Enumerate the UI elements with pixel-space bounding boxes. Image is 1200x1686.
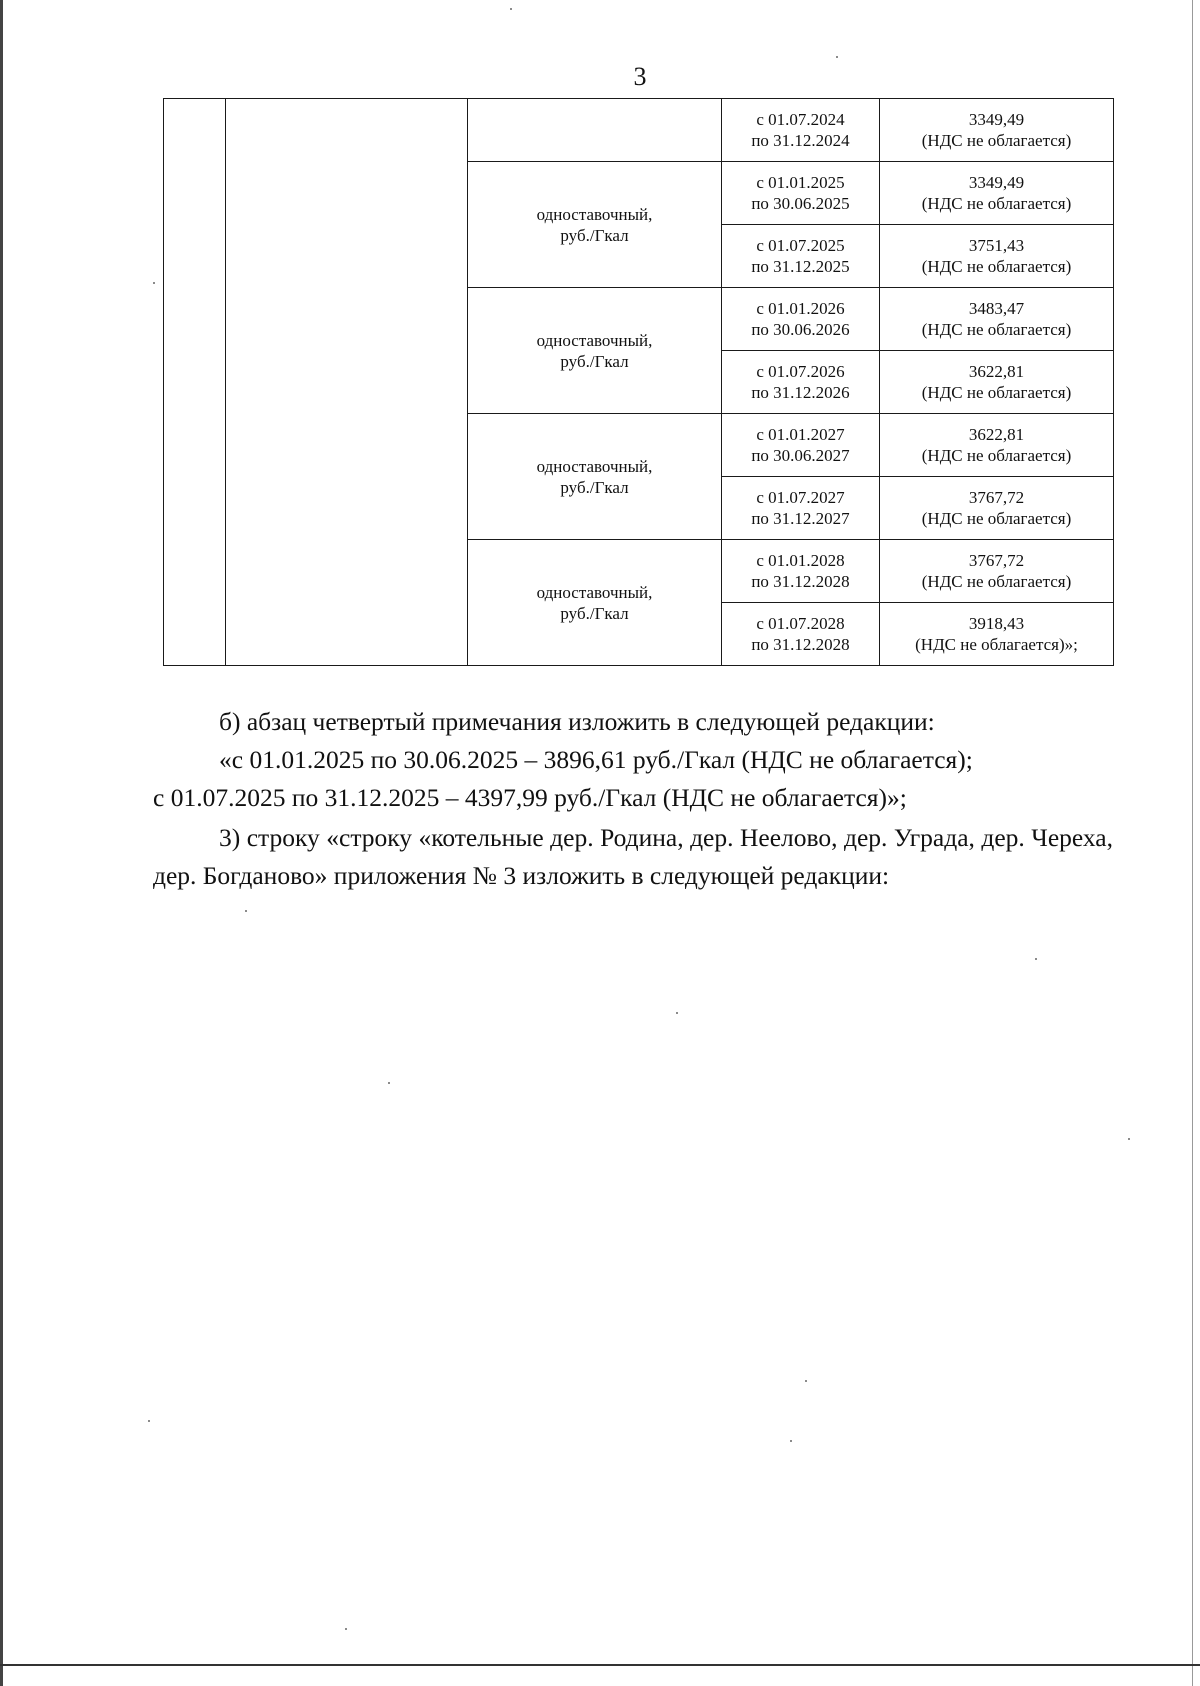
scan-edge-bottom bbox=[0, 1664, 1200, 1666]
scan-speck bbox=[345, 1628, 347, 1630]
period-from: с 01.01.2027 bbox=[756, 425, 845, 444]
tariff-value-cell bbox=[880, 99, 1114, 162]
scan-speck bbox=[805, 1380, 807, 1382]
period-to: по 31.12.2025 bbox=[751, 257, 850, 276]
vat-note: (НДС не облагается) bbox=[921, 131, 1072, 150]
tariff-value-cell bbox=[880, 603, 1114, 666]
table-row bbox=[164, 99, 1114, 162]
vat-note: (НДС не облагается) bbox=[921, 257, 1072, 276]
period-cell bbox=[722, 603, 880, 666]
tariff-type-cell: одноставочный, руб./Гкал bbox=[468, 162, 722, 288]
period-from: с 01.01.2028 bbox=[756, 551, 845, 570]
period-to: по 30.06.2025 bbox=[751, 194, 850, 213]
period-to: по 30.06.2026 bbox=[751, 320, 850, 339]
period-to: по 31.12.2028 bbox=[751, 635, 850, 654]
paragraph-note-amendment: б) абзац четвертый примечания изложить в следующей редакции: bbox=[219, 707, 935, 736]
vat-note: (НДС не облагается) bbox=[921, 509, 1072, 528]
tariff-value-cell bbox=[880, 414, 1114, 477]
period-cell bbox=[722, 288, 880, 351]
page-number: 3 bbox=[633, 62, 647, 91]
tariff-value-cell bbox=[880, 540, 1114, 603]
scan-speck bbox=[148, 1420, 150, 1422]
period-cell bbox=[722, 540, 880, 603]
period-cell bbox=[722, 351, 880, 414]
tariff-value: 3622,81 bbox=[968, 362, 1025, 381]
period-from: с 01.07.2028 bbox=[756, 614, 845, 633]
scan-speck bbox=[1128, 1138, 1130, 1140]
vat-note: (НДС не облагается) bbox=[921, 194, 1072, 213]
new-wording-line-2: с 01.07.2025 по 31.12.2025 – 4397,99 руб./Гкал (НДС не облагается)»; bbox=[153, 783, 907, 812]
scan-speck bbox=[245, 910, 247, 912]
tariff-value: 3767,72 bbox=[968, 488, 1025, 507]
vat-note: (НДС не облагается)»; bbox=[915, 635, 1078, 654]
period-to: по 31.12.2028 bbox=[751, 572, 850, 591]
vat-note: (НДС не облагается) bbox=[921, 446, 1072, 465]
tariff-value-cell bbox=[880, 351, 1114, 414]
period-to: по 31.12.2026 bbox=[751, 383, 850, 402]
period-from: с 01.01.2025 bbox=[756, 173, 845, 192]
period-cell bbox=[722, 99, 880, 162]
period-cell bbox=[722, 162, 880, 225]
period-to: по 31.12.2024 bbox=[751, 131, 850, 150]
tariff-value-cell bbox=[880, 288, 1114, 351]
tariff-value: 3483,47 bbox=[968, 299, 1025, 318]
scan-edge-right bbox=[1192, 0, 1193, 1686]
period-to: по 31.12.2027 bbox=[751, 509, 850, 528]
scan-speck bbox=[388, 1082, 390, 1084]
tariff-type-cell: одноставочный, руб./Гкал bbox=[468, 414, 722, 540]
tariff-type-cell: одноставочный, руб./Гкал bbox=[468, 540, 722, 666]
period-cell bbox=[722, 225, 880, 288]
tariff-value: 3751,43 bbox=[968, 236, 1025, 255]
period-to: по 30.06.2027 bbox=[751, 446, 850, 465]
paragraph-new-wording bbox=[153, 741, 1113, 817]
scan-speck bbox=[153, 282, 155, 284]
scan-speck bbox=[790, 1440, 792, 1442]
index-cell bbox=[164, 99, 226, 666]
period-cell bbox=[722, 477, 880, 540]
tariff-type-cell: одноставочный, руб./Гкал bbox=[468, 288, 722, 414]
scan-speck bbox=[510, 8, 512, 10]
tariff-value: 3622,81 bbox=[968, 425, 1025, 444]
vat-note: (НДС не облагается) bbox=[921, 320, 1072, 339]
vat-note: (НДС не облагается) bbox=[921, 383, 1072, 402]
period-from: с 01.07.2024 bbox=[756, 110, 845, 129]
tariff-table bbox=[163, 98, 1114, 666]
tariff-value-cell bbox=[880, 225, 1114, 288]
scan-speck bbox=[836, 56, 838, 58]
vat-note: (НДС не облагается) bbox=[921, 572, 1072, 591]
period-from: с 01.07.2025 bbox=[756, 236, 845, 255]
tariff-type-cell bbox=[468, 99, 722, 162]
scan-edge-left bbox=[0, 0, 3, 1686]
paragraph-item-3: 3) строку «строку «котельные дер. Родина, дер. Неелово, дер. Уграда, дер. Череха, дер. Богданово» приложения № 3 изложить в следующей редакции: bbox=[153, 823, 1113, 890]
tariff-value-cell bbox=[880, 477, 1114, 540]
name-cell bbox=[226, 99, 468, 666]
tariff-value: 3767,72 bbox=[968, 551, 1025, 570]
tariff-value: 3349,49 bbox=[968, 173, 1025, 192]
scan-speck bbox=[1035, 958, 1037, 960]
scan-speck bbox=[676, 1012, 678, 1014]
period-cell bbox=[722, 414, 880, 477]
period-from: с 01.07.2026 bbox=[756, 362, 845, 381]
period-from: с 01.07.2027 bbox=[756, 488, 845, 507]
tariff-value: 3918,43 bbox=[968, 614, 1025, 633]
tariff-value: 3349,49 bbox=[968, 110, 1025, 129]
tariff-value-cell bbox=[880, 162, 1114, 225]
new-wording-line-1: «с 01.01.2025 по 30.06.2025 – 3896,61 руб./Гкал (НДС не облагается); bbox=[219, 745, 973, 774]
period-from: с 01.01.2026 bbox=[756, 299, 845, 318]
